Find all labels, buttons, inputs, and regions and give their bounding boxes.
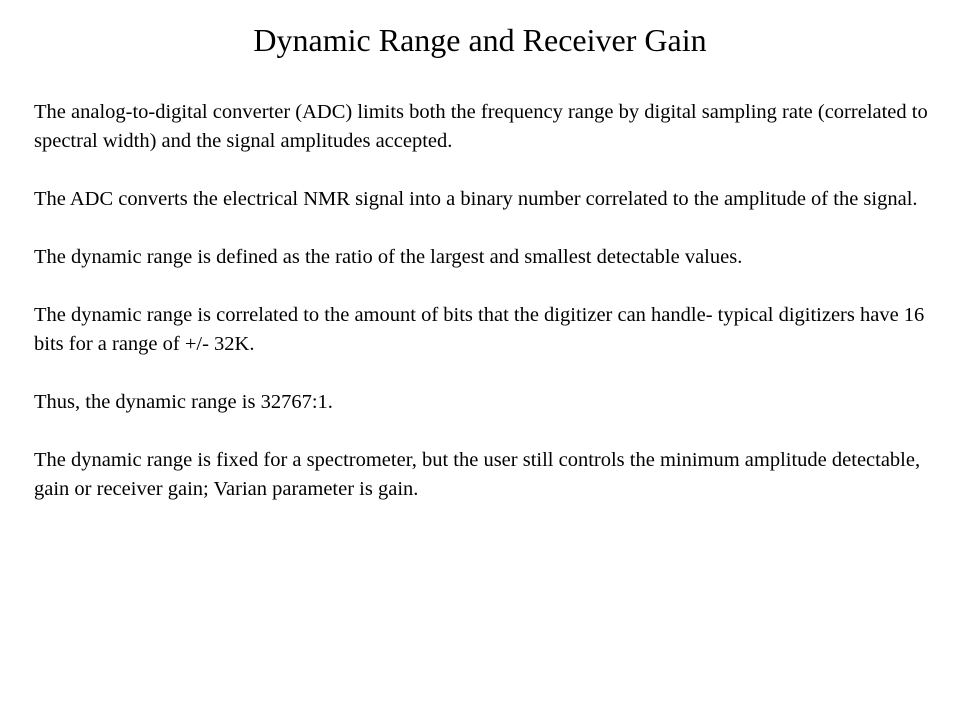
paragraph-digitizer-bits: The dynamic range is correlated to the amount of bits that the digitizer can handle- typical digitizers have 16 bits for a range of +/- 32K. [34, 304, 925, 355]
slide-body [34, 98, 946, 533]
paragraph-adc-limits: The analog-to-digital converter (ADC) limits both the frequency range by digital sampling rate (correlated to spectral width) and the signal amplitudes accepted. [34, 101, 928, 152]
slide-title: Dynamic Range and Receiver Gain [253, 22, 707, 58]
paragraph-adc-converts: The ADC converts the electrical NMR signal into a binary number correlated to the amplitude of the signal. [34, 188, 918, 210]
paragraph-dynamic-range-value: Thus, the dynamic range is 32767:1. [34, 391, 333, 413]
paragraph-dynamic-range-definition: The dynamic range is defined as the ratio of the largest and smallest detectable values. [34, 246, 743, 268]
paragraph-receiver-gain: The dynamic range is fixed for a spectrometer, but the user still controls the minimum amplitude detectable, gain or receiver gain; Varian parameter is gain. [34, 449, 921, 500]
